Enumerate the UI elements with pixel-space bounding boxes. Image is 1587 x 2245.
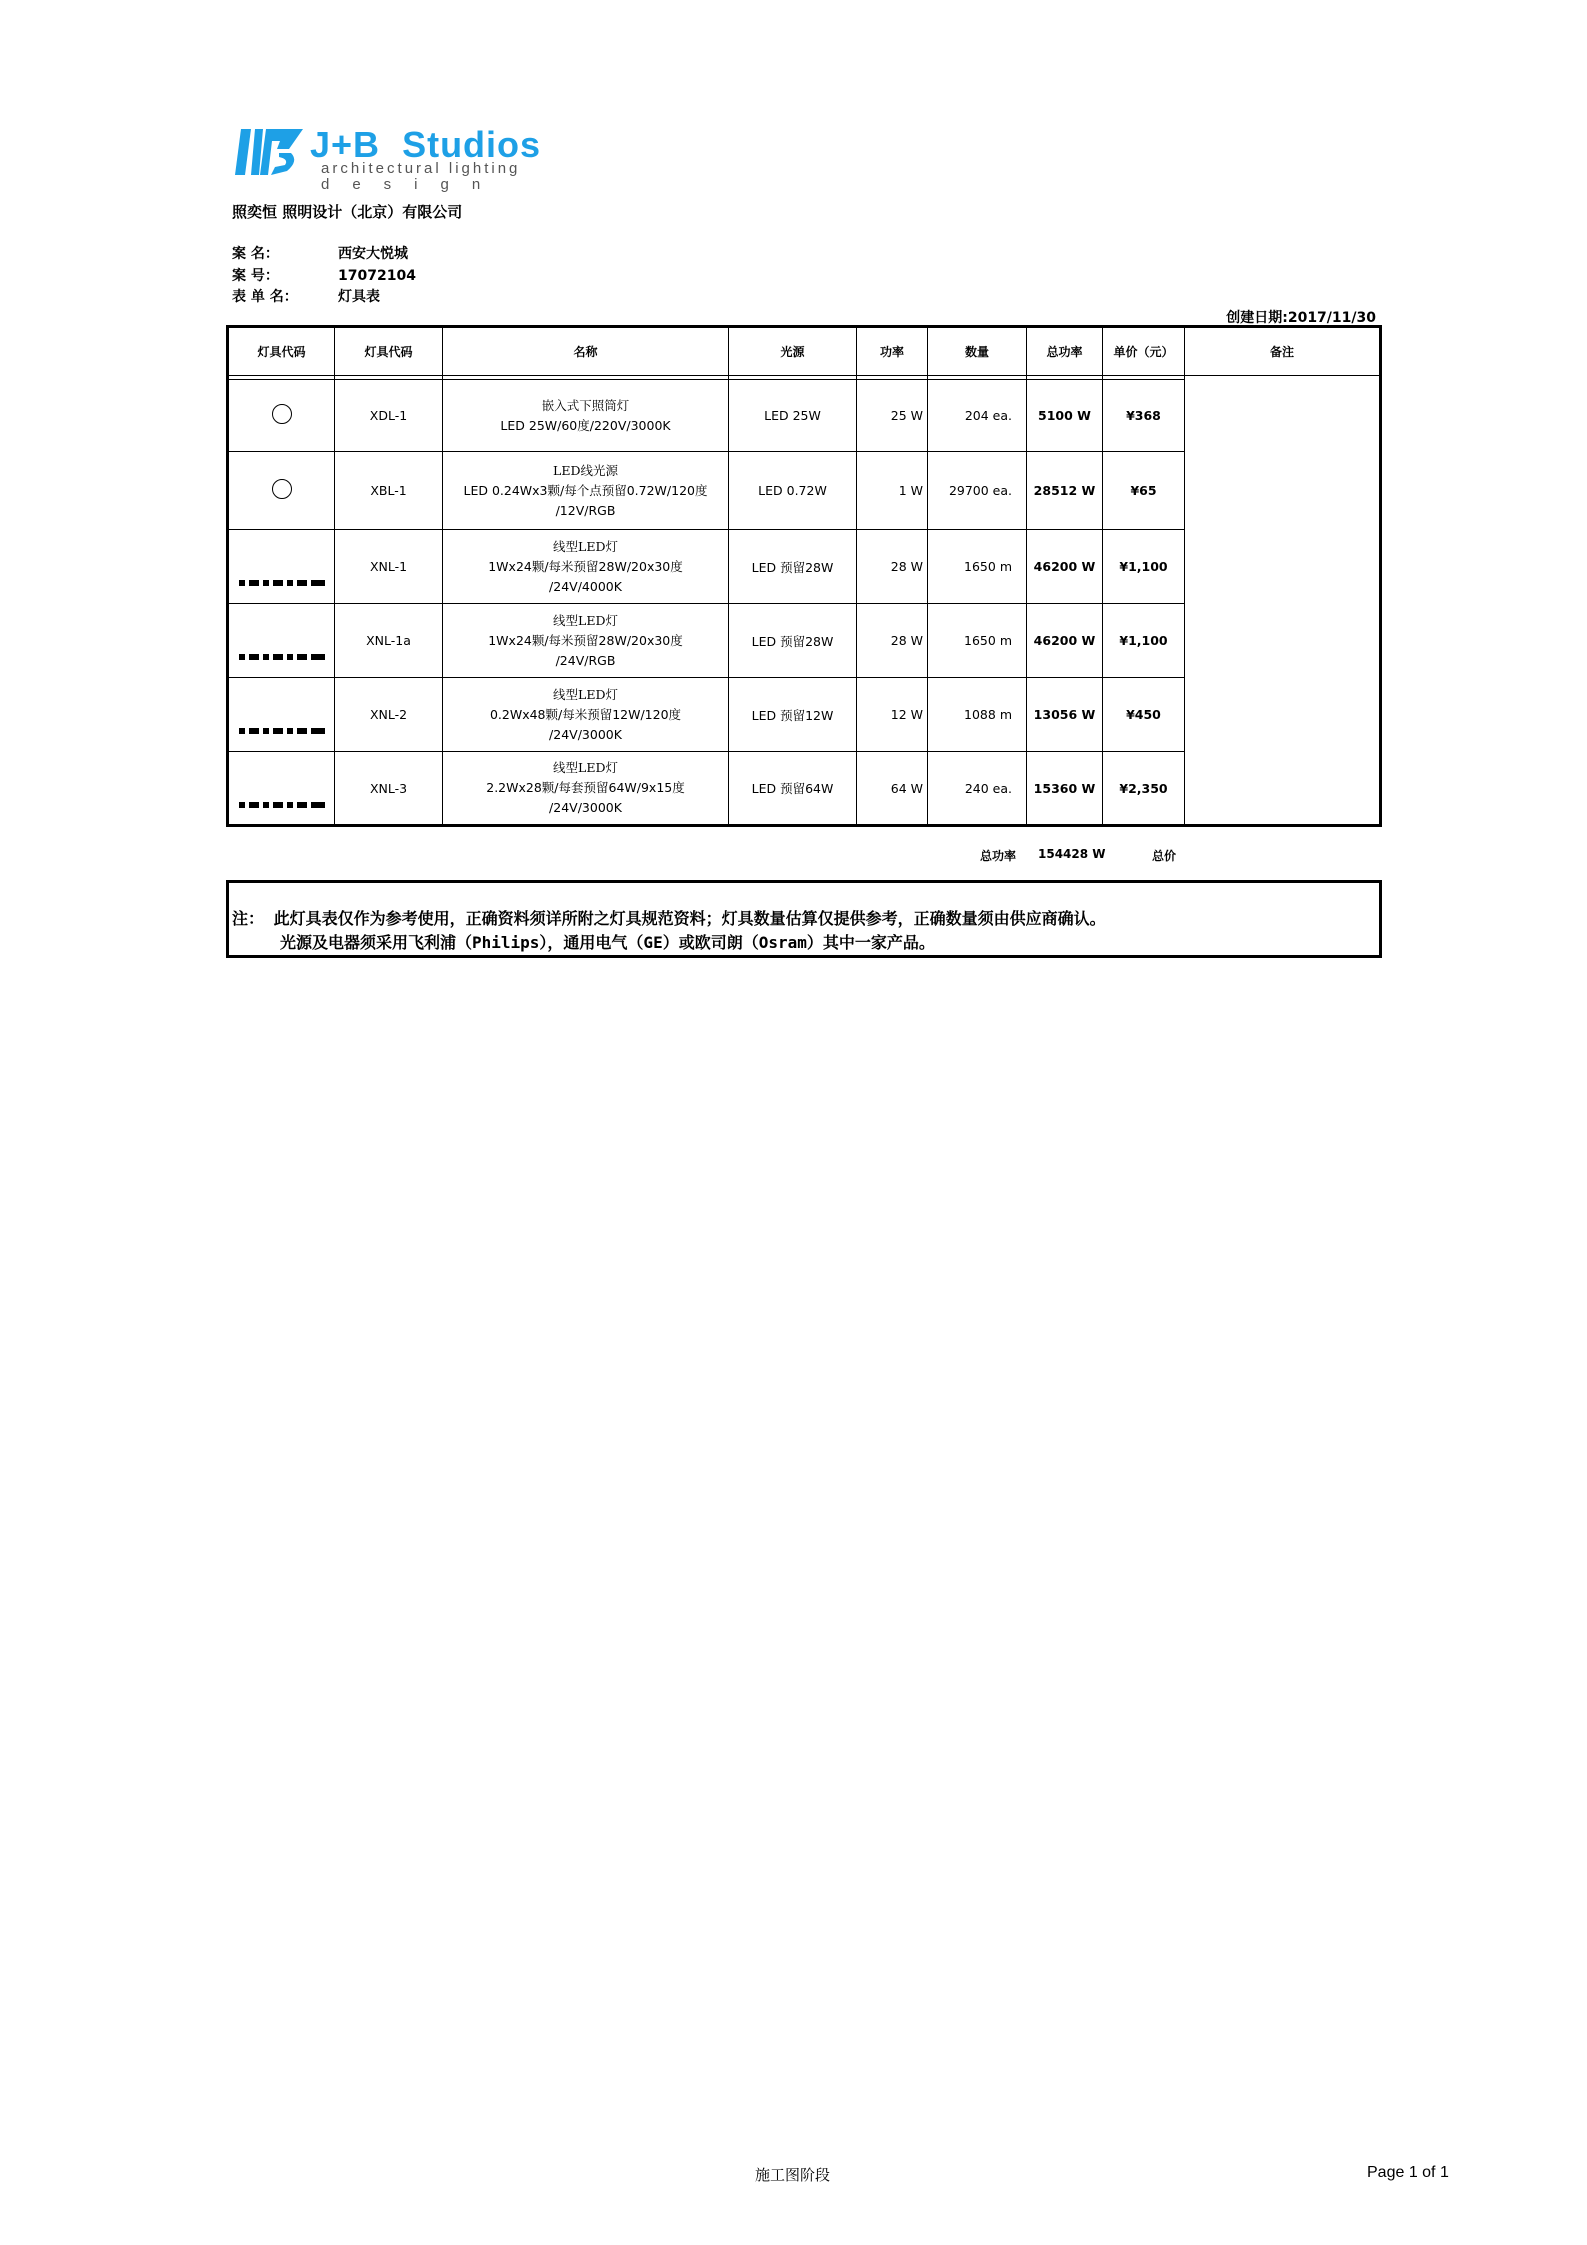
unit-price-cell: ¥1,100	[1103, 530, 1185, 604]
name-line: /24V/RGB	[555, 652, 616, 668]
col-header: 光源	[729, 327, 857, 376]
total-power-cell: 46200 W	[1027, 530, 1103, 604]
name-line: 线型LED灯	[553, 686, 618, 702]
qty-cell: 29700 ea.	[928, 452, 1027, 530]
circle-icon	[272, 404, 292, 424]
symbol-cell	[228, 380, 335, 452]
name-cell	[443, 452, 729, 530]
symbol-cell	[228, 752, 335, 826]
name-line: 线型LED灯	[553, 538, 618, 554]
unit-price-cell: ¥2,350	[1103, 752, 1185, 826]
qty-cell: 1088 m	[928, 678, 1027, 752]
meta-value: 灯具表	[338, 289, 380, 305]
dashed-line-icon	[239, 802, 325, 808]
power-cell: 28 W	[857, 604, 928, 678]
code-cell: XNL-1a	[335, 604, 443, 678]
power-cell: 12 W	[857, 678, 928, 752]
name-line: /24V/3000K	[549, 726, 622, 742]
meta-key: 表 单 名：	[232, 289, 298, 305]
footer-page-number: Page 1 of 1	[1367, 2164, 1449, 2181]
name-line: /24V/4000K	[549, 578, 622, 594]
code-cell: XNL-2	[335, 678, 443, 752]
name-line: 线型LED灯	[553, 760, 618, 775]
name-line: LED 25W/60度/220V/3000K	[500, 417, 671, 433]
name-cell	[443, 752, 729, 826]
logo-studios: Studios	[402, 124, 542, 165]
col-header: 总功率	[1027, 327, 1103, 376]
col-header: 功率	[857, 327, 928, 376]
name-line: 1Wx24颗/每米预留28W/20x30度	[488, 558, 683, 574]
dashed-line-icon	[239, 728, 325, 734]
name-line: 2.2Wx28颗/每套预留64W/9x15度	[486, 780, 685, 795]
code-cell: XNL-3	[335, 752, 443, 826]
code-cell: XBL-1	[335, 452, 443, 530]
source-cell: LED 预留12W	[729, 678, 857, 752]
created-date: 创建日期:2017/11/30	[1226, 310, 1376, 326]
total-power-cell: 13056 W	[1027, 678, 1103, 752]
symbol-cell	[228, 678, 335, 752]
name-line: LED线光源	[553, 462, 618, 478]
notes-cell	[1185, 376, 1381, 826]
symbol-cell	[228, 452, 335, 530]
name-line: 1Wx24颗/每米预留28W/20x30度	[488, 632, 683, 648]
qty-cell: 1650 m	[928, 604, 1027, 678]
unit-price-cell: ¥368	[1103, 380, 1185, 452]
name-line: LED 0.24Wx3颗/每个点预留0.72W/120度	[463, 482, 708, 498]
footer-stage: 施工图阶段	[755, 2166, 831, 2184]
total-power-label: 总功率	[980, 849, 1017, 863]
name-line: 嵌入式下照筒灯	[541, 397, 630, 413]
logo-tagline-1: architectural lighting	[321, 160, 521, 177]
power-cell: 28 W	[857, 530, 928, 604]
total-power-value: 154428 W	[1038, 847, 1106, 861]
unit-price-cell: ¥1,100	[1103, 604, 1185, 678]
symbol-cell	[228, 604, 335, 678]
source-cell: LED 预留28W	[729, 604, 857, 678]
meta-value: 西安大悦城	[338, 246, 408, 262]
unit-price-cell: ¥450	[1103, 678, 1185, 752]
col-header: 单价（元）	[1103, 327, 1185, 376]
meta-value: 17072104	[338, 268, 416, 284]
symbol-cell	[228, 530, 335, 604]
table-header-row	[228, 327, 1381, 376]
code-cell: XNL-1	[335, 530, 443, 604]
company-name: 照奕恒 照明设计（北京）有限公司	[232, 203, 463, 221]
name-line: /12V/RGB	[555, 502, 616, 518]
col-header: 名称	[443, 327, 729, 376]
meta-form-name	[232, 286, 380, 306]
col-header: 灯具代码	[335, 327, 443, 376]
source-cell: LED 0.72W	[729, 452, 857, 530]
total-price-label: 总价	[1152, 849, 1177, 863]
total-power-cell: 15360 W	[1027, 752, 1103, 826]
total-power-cell: 28512 W	[1027, 452, 1103, 530]
circle-icon	[272, 479, 292, 499]
logo-tagline-2: design	[321, 176, 504, 193]
fixture-schedule-table	[226, 325, 1382, 827]
meta-project-no	[232, 265, 416, 285]
unit-price-cell: ¥65	[1103, 452, 1185, 530]
col-header: 灯具代码	[228, 327, 335, 376]
power-cell: 64 W	[857, 752, 928, 826]
source-cell: LED 25W	[729, 380, 857, 452]
total-power-cell: 46200 W	[1027, 604, 1103, 678]
qty-cell: 1650 m	[928, 530, 1027, 604]
total-power-cell: 5100 W	[1027, 380, 1103, 452]
meta-project-name	[232, 243, 408, 263]
name-line: 线型LED灯	[553, 612, 618, 628]
name-line: 0.2Wx48颗/每米预留12W/120度	[489, 706, 682, 722]
meta-key: 案 号：	[232, 268, 279, 284]
dashed-line-icon	[239, 654, 325, 660]
name-cell	[443, 604, 729, 678]
qty-cell: 204 ea.	[928, 380, 1027, 452]
source-cell: LED 预留64W	[729, 752, 857, 826]
qty-cell: 240 ea.	[928, 752, 1027, 826]
name-line: /24V/3000K	[549, 800, 622, 815]
name-cell	[443, 530, 729, 604]
code-cell: XDL-1	[335, 380, 443, 452]
dashed-line-icon	[239, 580, 325, 586]
col-header: 数量	[928, 327, 1027, 376]
note-line-2: 光源及电器须采用飞利浦（Philips），通用电气（GE）或欧司朗（Osram）其中一家产品。	[280, 933, 935, 952]
source-cell: LED 预留28W	[729, 530, 857, 604]
name-cell	[443, 678, 729, 752]
power-cell: 25 W	[857, 380, 928, 452]
jb-logo-icon	[233, 127, 305, 177]
meta-key: 案 名：	[232, 246, 279, 262]
col-header: 备注	[1185, 327, 1381, 376]
power-cell: 1 W	[857, 452, 928, 530]
name-cell	[443, 380, 729, 452]
note-line-1: 注： 此灯具表仅作为参考使用，正确资料须详所附之灯具规范资料；灯具数量估算仅提供参考，正确数量须由供应商确认。	[232, 909, 1106, 928]
logo-letters: J+B	[310, 124, 381, 165]
